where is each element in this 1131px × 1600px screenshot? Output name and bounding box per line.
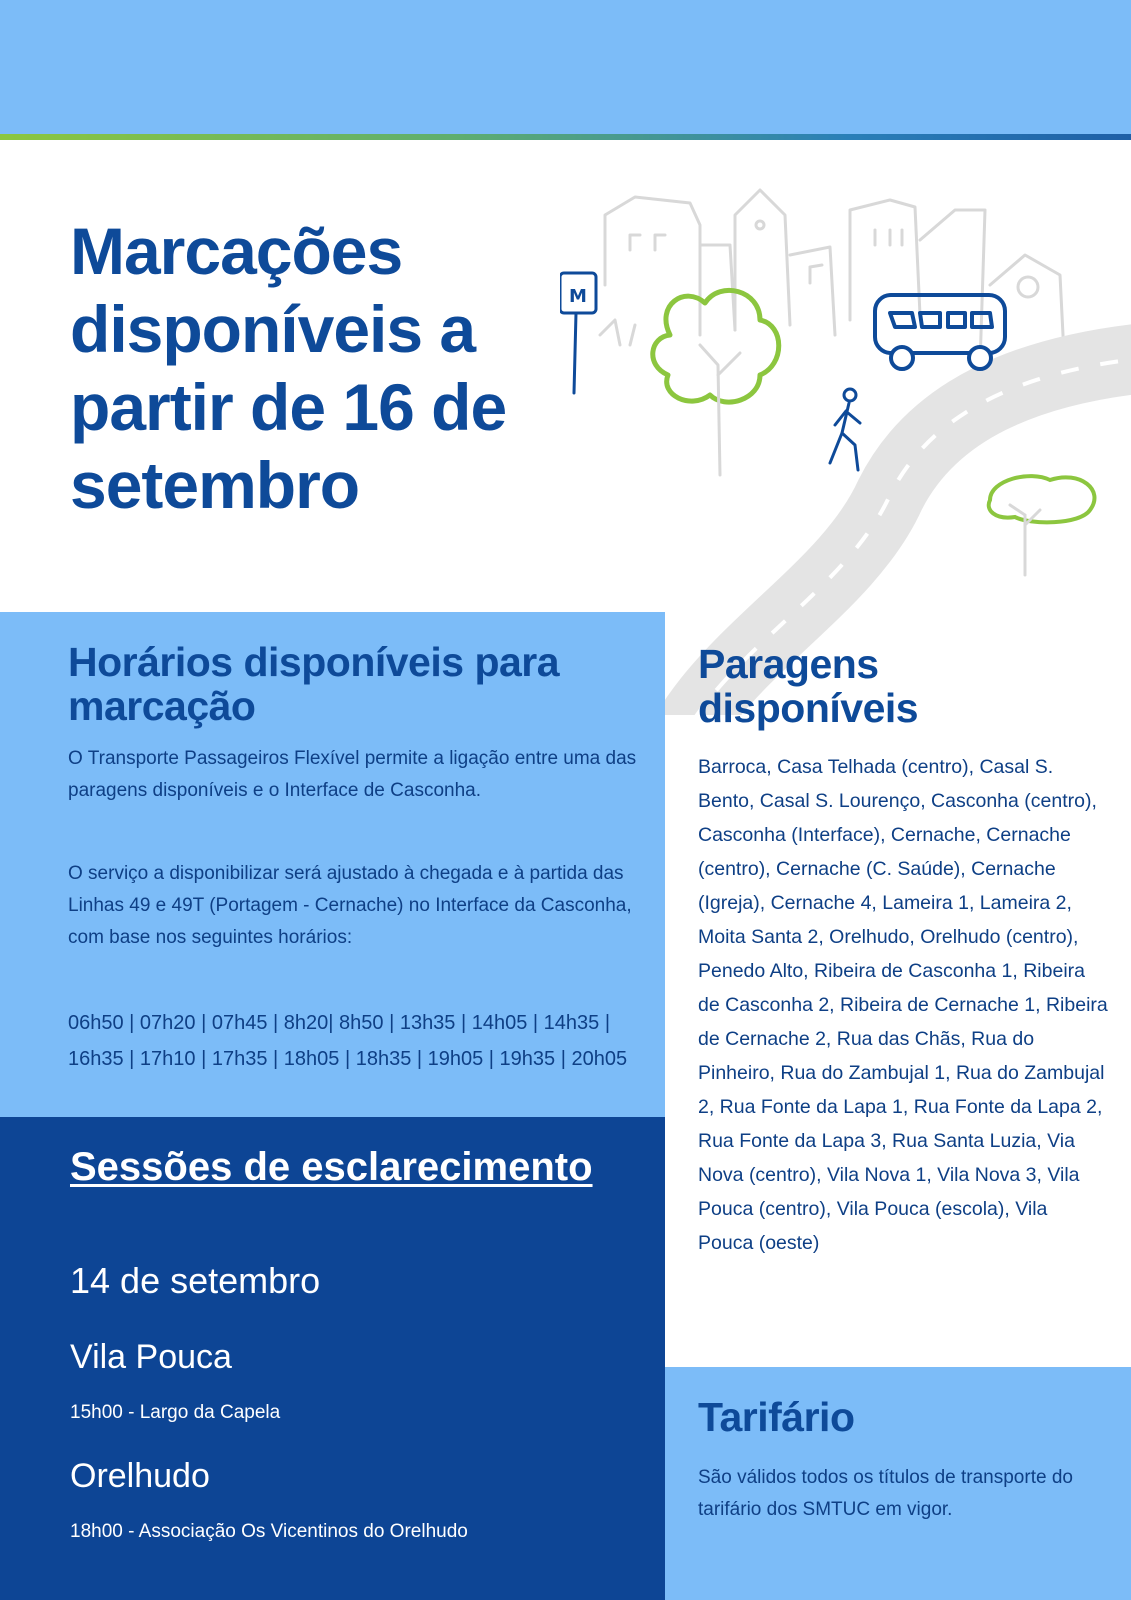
tarifario-title: Tarifário — [698, 1394, 855, 1440]
pedestrian-icon — [830, 389, 860, 470]
session-location-detail: 18h00 - Associação Os Vicentinos do Orelhudo — [70, 1521, 468, 1542]
horarios-paragraph: O serviço a disponibilizar será ajustado à chegada e à partida das Linhas 49 e 49T (Portagem - Cernache) no Interface da Casconha, com base nos seguintes horários: — [68, 863, 632, 948]
horarios-paragraph: O Transporte Passageiros Flexível permite a ligação entre uma das paragens disponíveis e o Interface de Casconha. — [68, 748, 637, 801]
tarifario-text: São válidos todos os títulos de transporte do tarifário dos SMTUC em vigor. — [698, 1467, 1073, 1520]
schedule-times: 06h50 | 07h20 | 07h45 | 8h20| 8h50 | 13h35 | 14h05 | 14h35 | 16h35 | 17h10 | 17h35 | 18h05 | 18h35 | 19h05 | 19h35 | 20h05 — [68, 1012, 628, 1070]
page-title: Marcações disponíveis a partir de 16 de setembro — [70, 214, 507, 522]
tree-icon — [989, 476, 1095, 575]
paragens-title: Paragens disponíveis — [698, 641, 919, 731]
sessoes-title: Sessões de esclarecimento — [70, 1145, 593, 1189]
horarios-title: Horários disponíveis para marcação — [68, 639, 560, 729]
header-stripe — [0, 134, 1131, 140]
bus-icon — [875, 295, 1005, 369]
header-band — [0, 0, 1131, 134]
session-location-name: Vila Pouca — [70, 1338, 232, 1376]
buildings-icon — [600, 190, 1065, 375]
svg-text:M: M — [569, 286, 587, 307]
session-location-name: Orelhudo — [70, 1457, 210, 1495]
stops-list: Barroca, Casa Telhada (centro), Casal S. Bento, Casal S. Lourenço, Casconha (centro), Casconha (Interface), Cernache, Cernache (centro), Cernache (C. Saúde), Cernache (Igreja), Cernache 4, Lameira 1, Lameira 2, Moita Santa 2, Orelhudo, Orelhudo (centro), Penedo Alto, Ribeira de Casconha 1, Ribeira de Casconha 2, Ribeira de Cernache 1, Ribeira de Cernache 2, Rua das Chãs, Rua do Pinheiro, Rua do Zambujal 1, Rua do Zambujal 2, Rua Fonte da Lapa 1, Rua Fonte da Lapa 2, Rua Fonte da Lapa 3, Rua Santa Luzia, Via Nova (centro), Vila Nova 1, Vila Nova 3, Vila Pouca (centro), Vila Pouca (escola), Vila Pouca (oeste) — [698, 756, 1108, 1254]
session-date: 14 de setembro — [70, 1260, 321, 1301]
session-location-detail: 15h00 - Largo da Capela — [70, 1402, 281, 1423]
tree-icon — [653, 290, 779, 475]
